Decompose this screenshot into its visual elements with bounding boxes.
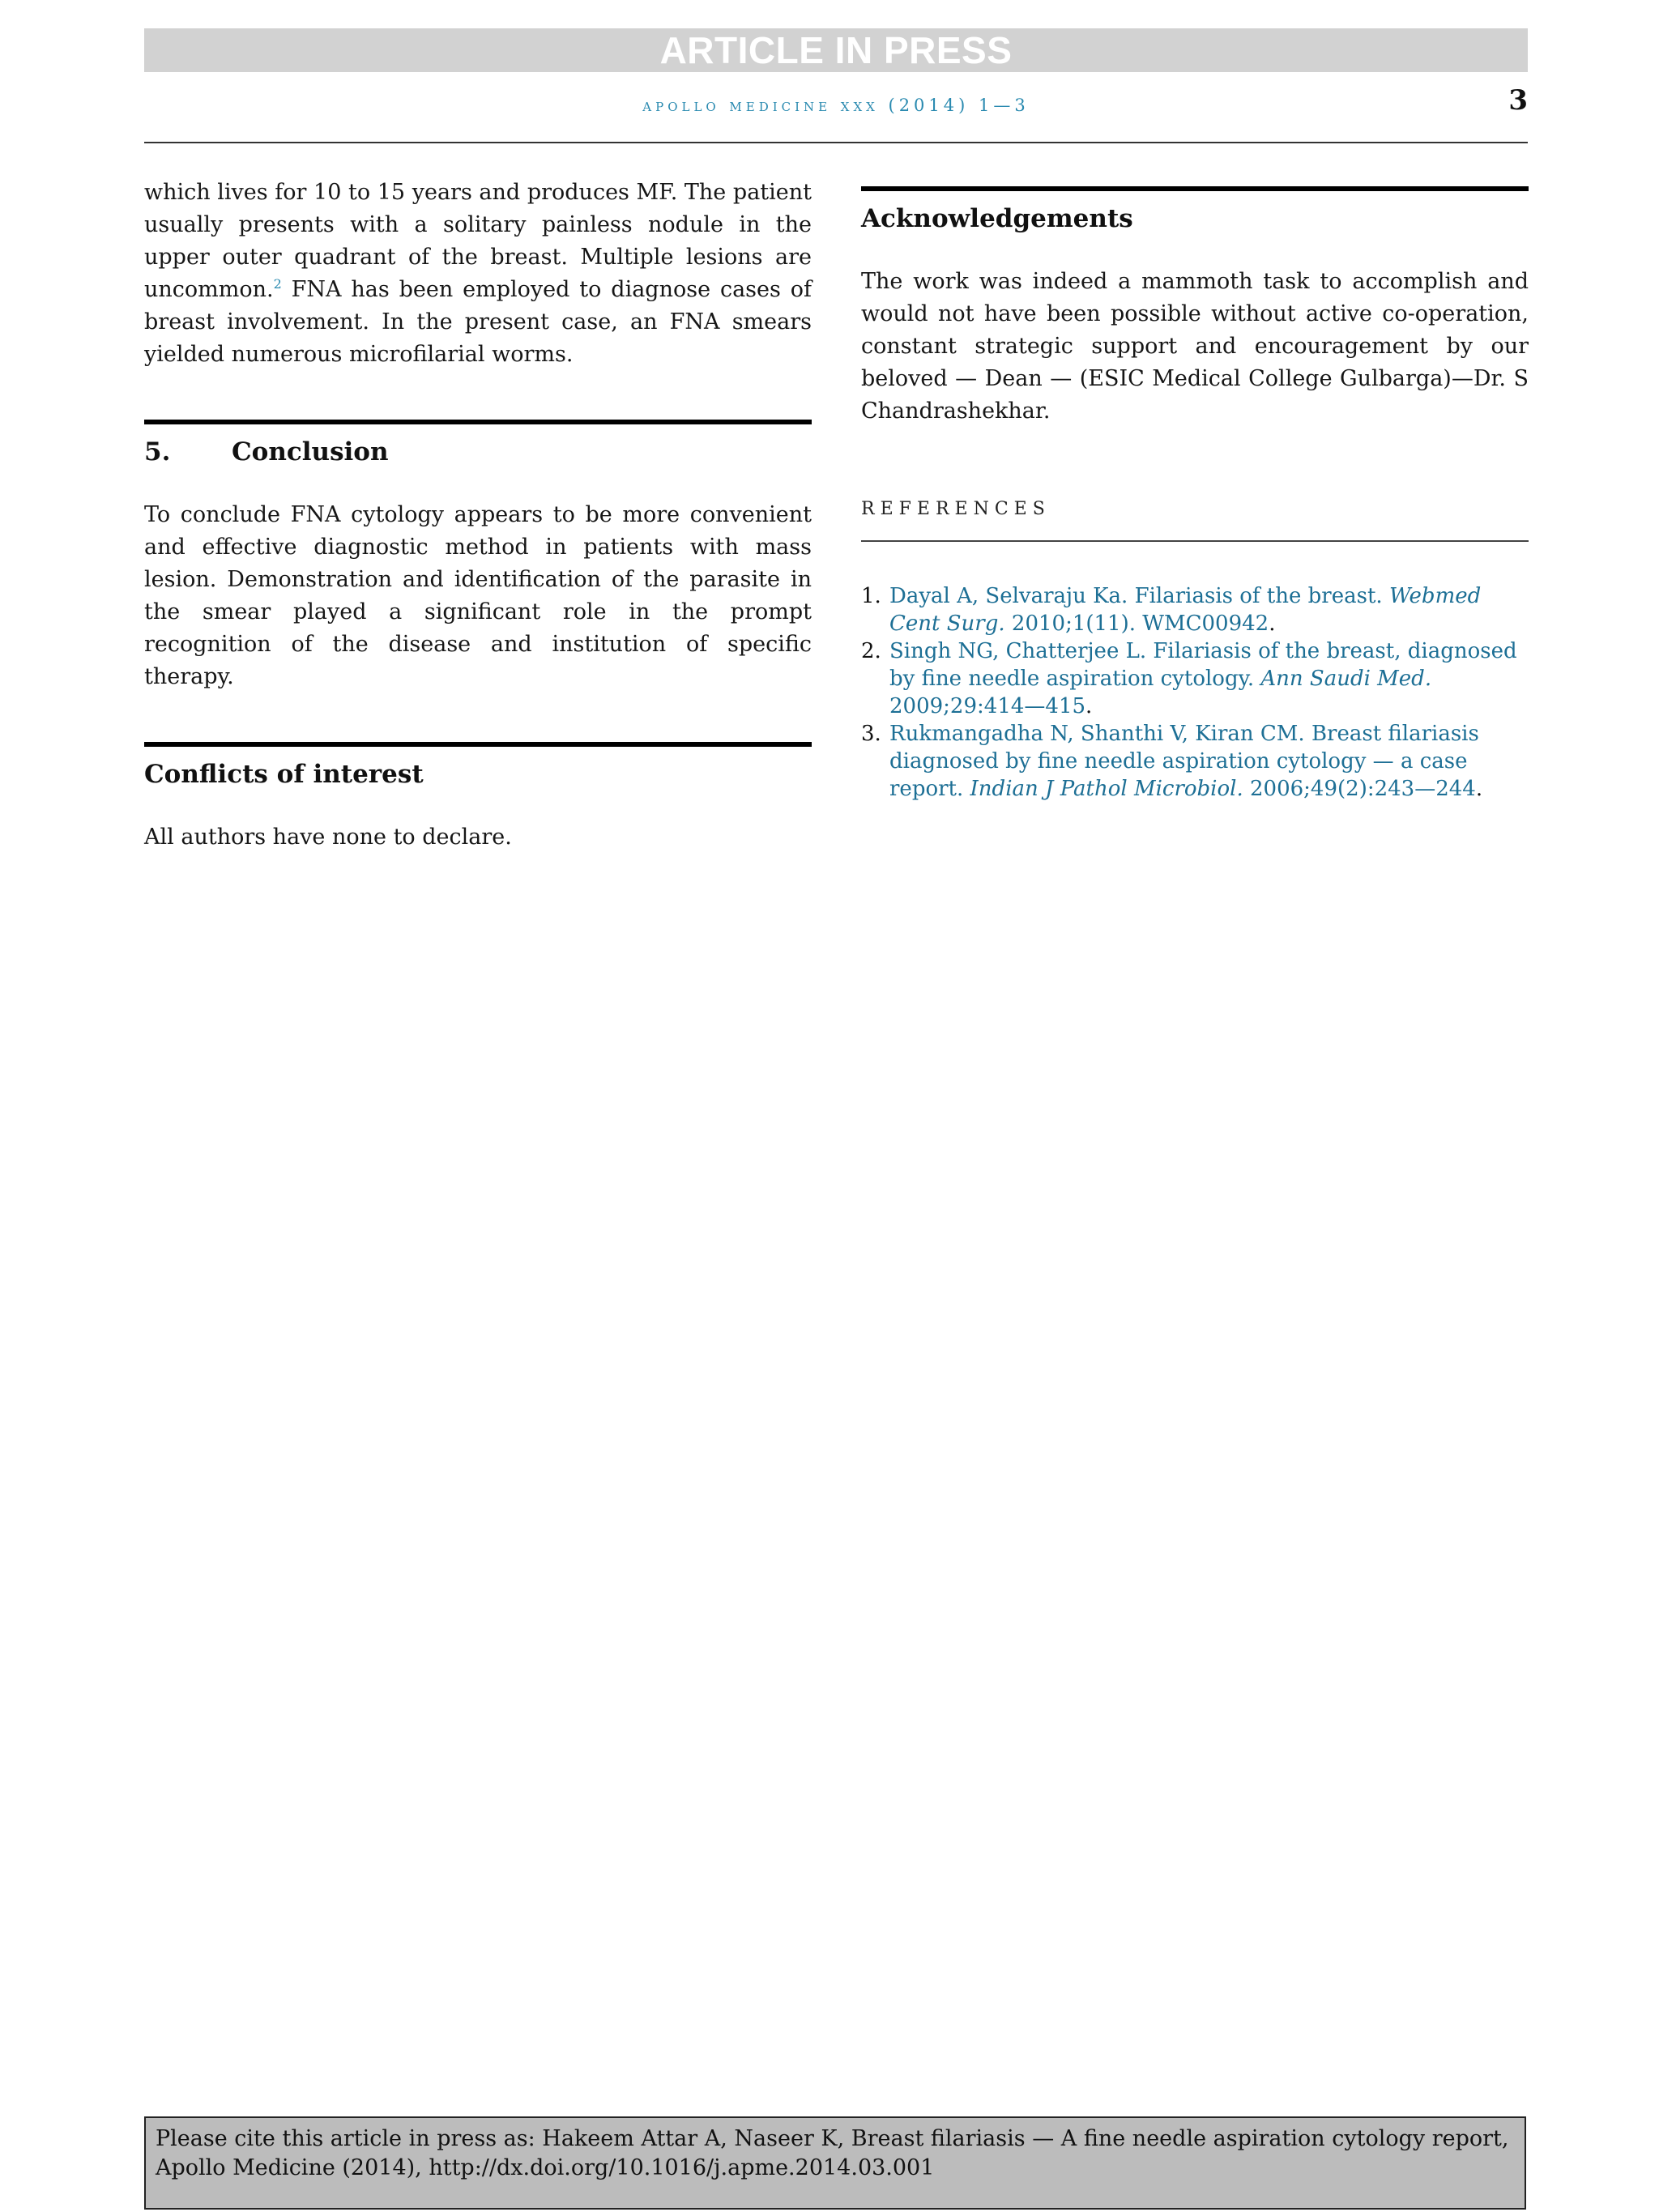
intro-text: which lives for 10 to 15 years and produces MF. The patient usually presents with a solitary painless nodule in the upper outer quadrant of the breast. Multiple lesions are uncommon. [144, 180, 812, 302]
references-rule [861, 540, 1529, 542]
intro-text-2: FNA has been employed to diagnose cases of breast involvement. In the present case, an FNA smears yielded numerous microfilarial worms. [144, 277, 812, 367]
reference-item[interactable]: 3. Rukmangadha N, Shanthi V, Kiran CM. Breast filariasis diagnosed by fine needle aspiration cytology — a case report. Indian J Pathol Microbiol. 2006;49(2):243—244. [861, 722, 1483, 801]
reference-details[interactable]: 2009;29:414—415 [889, 694, 1086, 718]
reference-item[interactable]: 2. Singh NG, Chatterjee L. Filariasis of the breast, diagnosed by fine needle aspiration cytology. Ann Saudi Med. 2009;29:414—415. [861, 639, 1517, 718]
section-rule [144, 420, 812, 424]
references-heading: REFERENCES [861, 499, 1051, 519]
reference-details[interactable]: 2010;1(11). WMC00942 [1004, 612, 1269, 636]
citation-text[interactable]: Please cite this article in press as: Hakeem Attar A, Naseer K, Breast filariasis — A fine needle aspiration cytology report, Apollo Medicine (2014), http://dx.doi.org/10.1016/j.apme.2014.03.001 [156, 2126, 1509, 2180]
intro-paragraph [144, 177, 812, 371]
right-column [861, 177, 1529, 803]
reference-details[interactable]: 2006;49(2):243—244 [1243, 777, 1476, 801]
running-head: apollo medicine xxx (2014) 1—3 [642, 96, 1030, 115]
header-rule [144, 142, 1528, 143]
reference-number: 2. [861, 639, 881, 663]
left-column [144, 177, 812, 854]
reference-journal[interactable]: Ann Saudi Med. [1260, 667, 1432, 691]
reference-list [861, 582, 1529, 803]
conflicts-text: All authors have none to declare. [144, 825, 512, 850]
reference-link-2[interactable]: 2 [273, 276, 282, 292]
acknowledgements-heading: Acknowledgements [861, 204, 1133, 233]
reference-journal[interactable]: Webmed Cent Surg. [889, 584, 1482, 636]
section-rule [861, 186, 1529, 191]
section-rule [144, 742, 812, 747]
reference-journal[interactable]: Indian J Pathol Microbiol. [970, 777, 1243, 801]
page-number: 3 [1508, 84, 1528, 117]
reference-item[interactable]: 1. Dayal A, Selvaraju Ka. Filariasis of the breast. Webmed Cent Surg. 2010;1(11). WMC00942. [861, 584, 1482, 636]
acknowledgements-text: The work was indeed a mammoth task to accomplish and would not have been possible without active co-operation, constant strategic support and encouragement by our beloved — Dean — (ESIC Medical College Gulbarga)—Dr. S Chandrashekhar. [861, 269, 1529, 424]
article-in-press-banner: ARTICLE IN PRESS [144, 28, 1528, 72]
reference-number: 1. [861, 584, 881, 608]
reference-number: 3. [861, 722, 881, 746]
conclusion-text: To conclude FNA cytology appears to be more convenient and effective diagnostic method in patients with mass lesion. Demonstration and identification of the parasite in the smear played a significant role in the prompt recognition of the disease and institution of specific therapy. [144, 502, 812, 689]
conflicts-heading: Conflicts of interest [144, 760, 424, 789]
citation-box [144, 2116, 1526, 2210]
reference-text[interactable]: Rukmangadha N, Shanthi V, Kiran CM. Breast filariasis diagnosed by fine needle aspiration cytology — a case report. [889, 722, 1479, 801]
reference-text[interactable]: Singh NG, Chatterjee L. Filariasis of the breast, diagnosed by fine needle aspiration cytology. [889, 639, 1517, 691]
reference-text[interactable]: Dayal A, Selvaraju Ka. Filariasis of the breast. [889, 584, 1389, 608]
section-number: 5. [144, 437, 171, 467]
conclusion-heading [144, 436, 812, 468]
section-title: Conclusion [232, 437, 389, 467]
